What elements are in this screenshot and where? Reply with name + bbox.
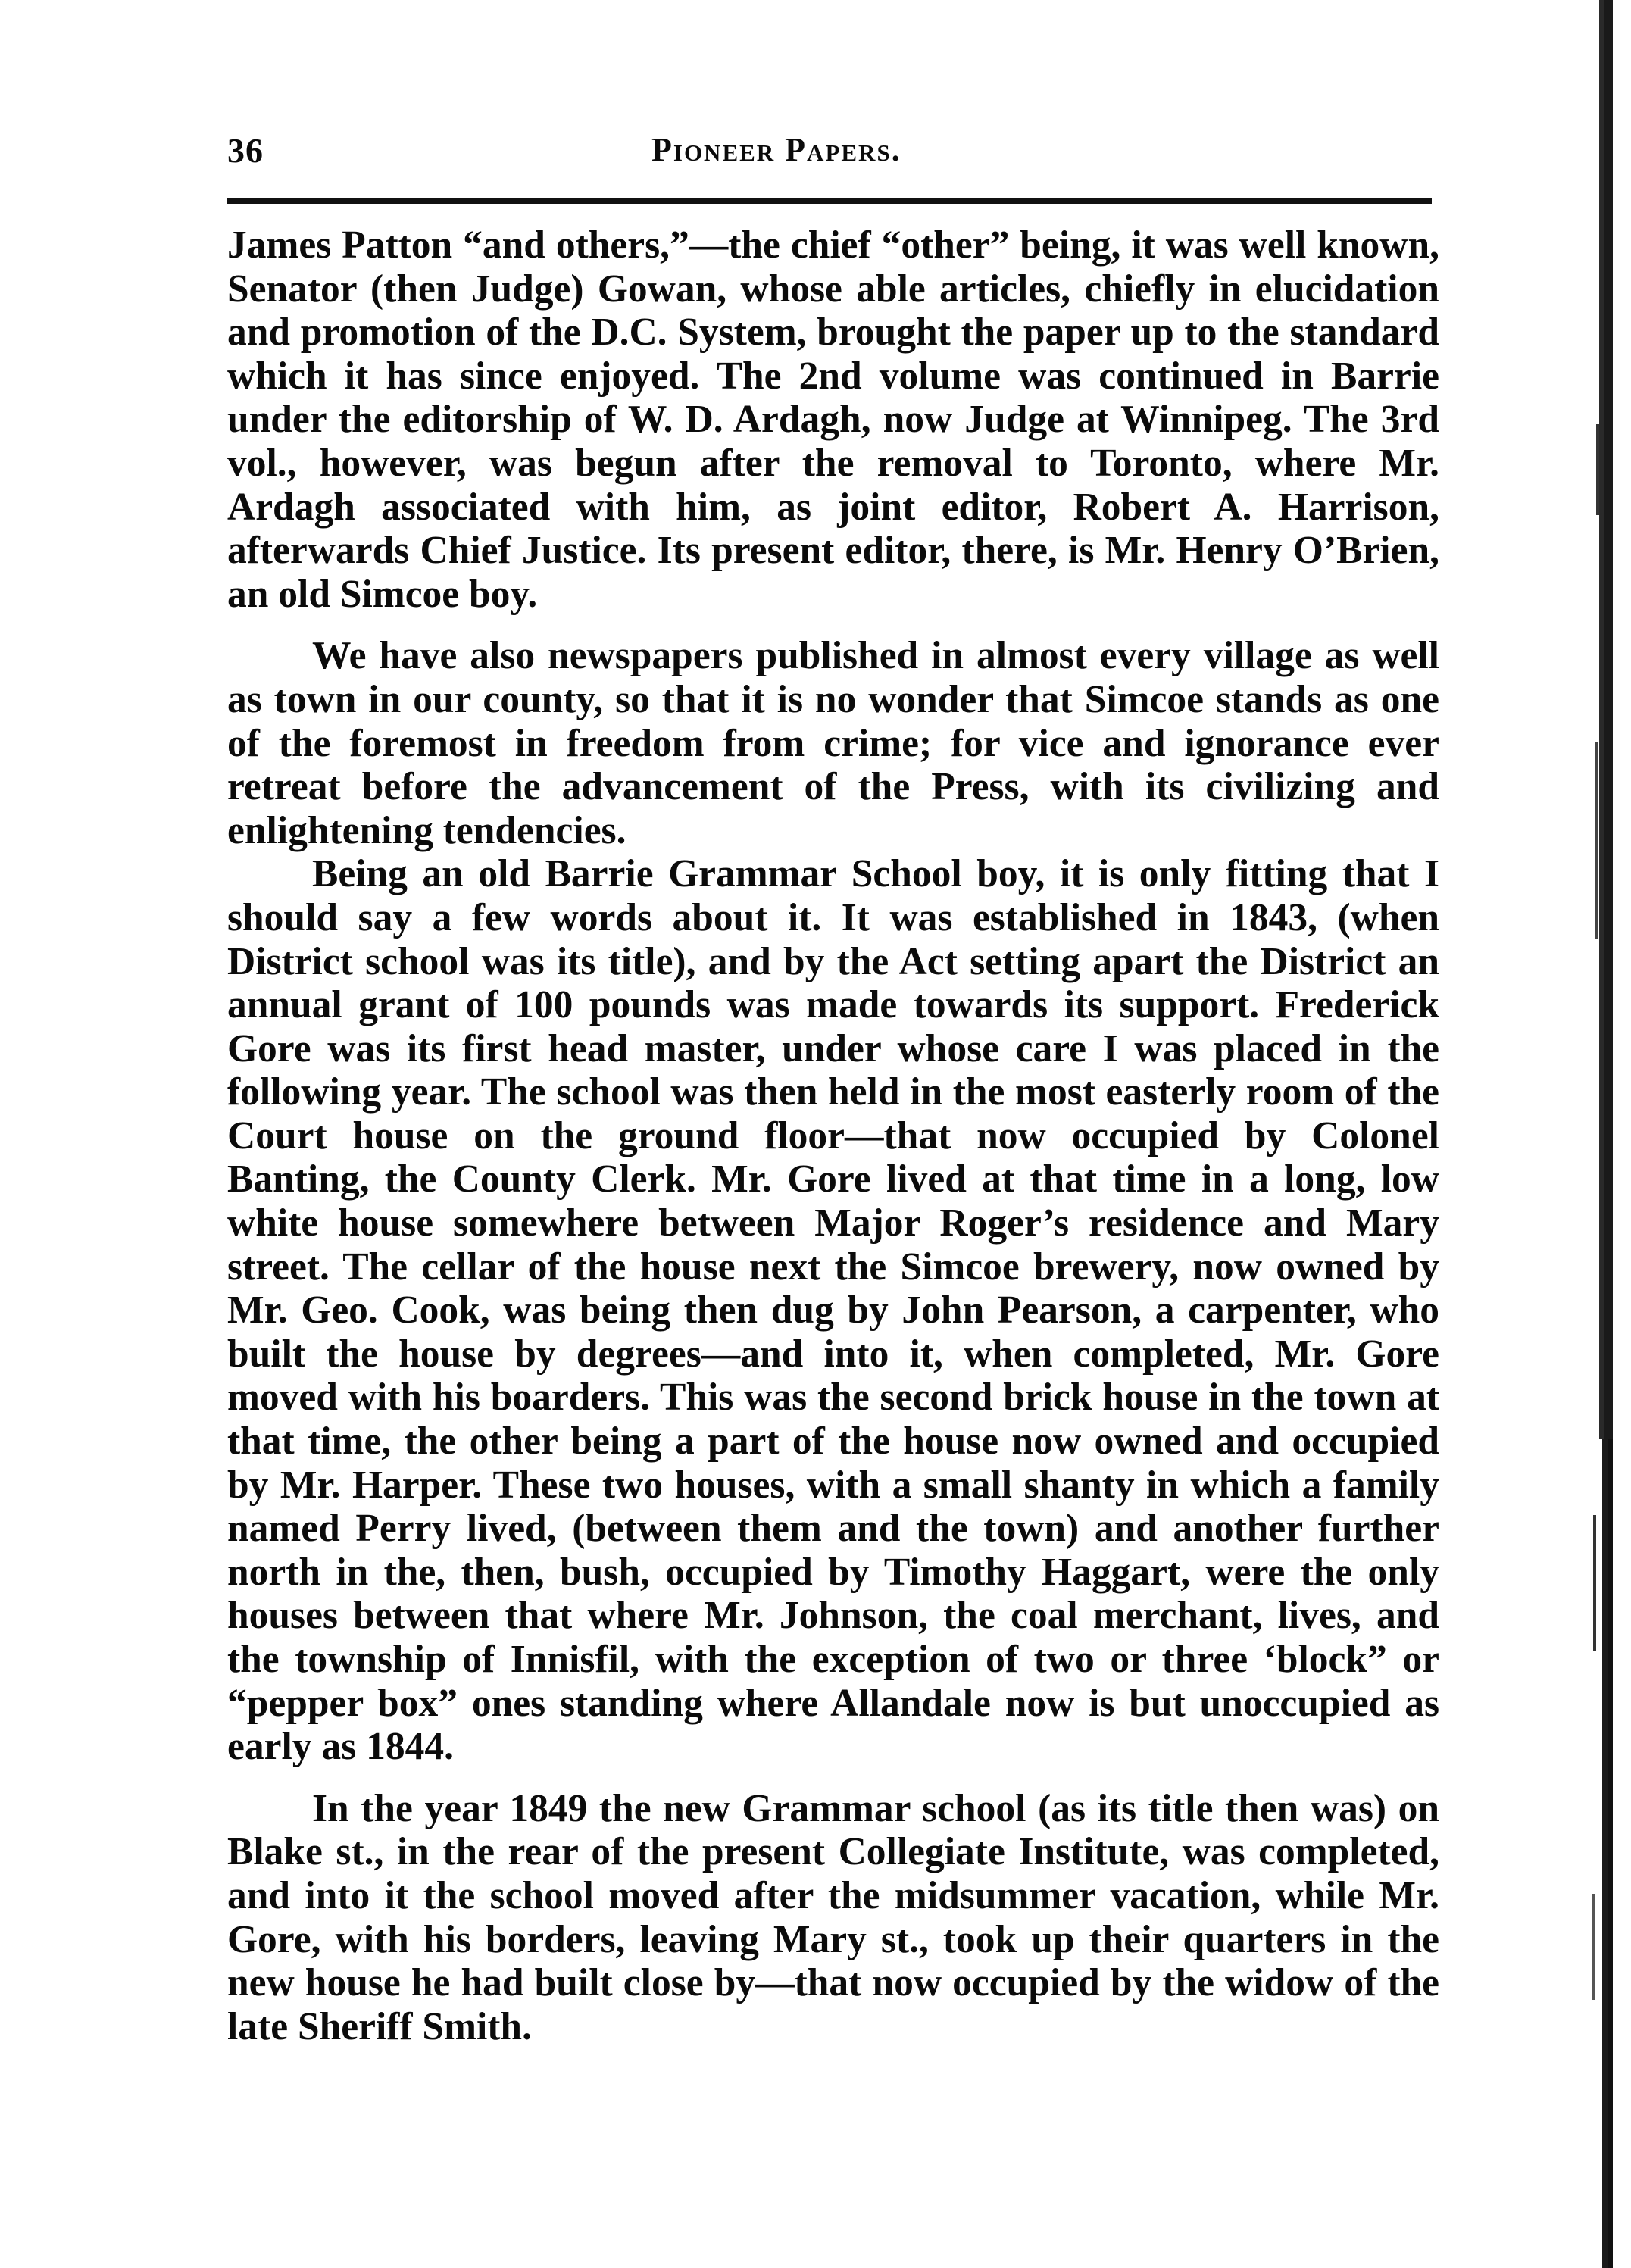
page-header xyxy=(227,130,1432,183)
running-title: Pioneer Papers. xyxy=(651,131,901,168)
paragraph-4: In the year 1849 the new Grammar school (as its title then was) on Blake st., in the rear of the present Collegiate Institute, was completed, and into it the school moved after the midsummer vacation, while Mr. Gore, with his borders, leaving Mary st., took up their quarters in the new house he had built close by—that now occupied by the widow of the late Sheriff Smith. xyxy=(227,1786,1439,2048)
paragraph-1: James Patton “and others,”—the chief “other” being, it was well known, Senator (then Judge) Gowan, whose able articles, chiefly in elucidation and promotion of the D.C. System, brought the paper up to the standard which it has since enjoyed. The 2nd volume was continued in Barrie under the editorship of W. D. Ardagh, now Judge at Winnipeg. The 3rd vol., however, was begun after the removal to Toronto, where Mr. Ardagh associated with him, as joint editor, Robert A. Harrison, afterwards Chief Justice. Its present editor, there, is Mr. Henry O’Brien, an old Simcoe boy. xyxy=(227,223,1439,616)
header-rule xyxy=(227,198,1432,204)
paragraph-2: We have also newspapers published in almost every village as well as town in our county, so that it is no wonder that Simcoe stands as one of the foremost in freedom from crime; for vice and ignorance ever retreat before the advancement of the Press, with its civilizing and enlightening tendencies. xyxy=(227,634,1439,852)
paragraph-3: Being an old Barrie Grammar School boy, it is only fitting that I should say a few words about it. It was established in 1843, (when District school was its title), and by the Act setting apart the District an annual grant of 100 pounds was made towards its support. Frederick Gore was its first head master, under whose care I was placed in the following year. The school was then held in the most easterly room of the Court house on the ground floor—that now occupied by Colonel Banting, the County Clerk. Mr. Gore lived at that time in a long, low white house somewhere between Major Roger’s residence and Mary street. The cellar of the house next the Simcoe brewery, now owned by Mr. Geo. Cook, was being then dug by John Pearson, a carpenter, who built the house by degrees—and into it, when completed, Mr. Gore moved with his boarders. This was the second brick house in the town at that time, the other being a part of the house now owned and occupied by Mr. Harper. These two houses, with a small shanty in which a family named Perry lived, (between them and the town) and another further north in the, then, bush, occupied by Timothy Haggart, were the only houses between that where Mr. Johnson, the coal merchant, lives, and the township of Innisfil, with the exception of two or three ‘block” or “pepper box” ones standing where Allandale now is but unoccupied as early as 1844. xyxy=(227,852,1439,1769)
page-number: 36 xyxy=(227,131,264,170)
body-text xyxy=(227,223,1439,2048)
page-edge-scan-artifact xyxy=(1586,0,1631,2268)
